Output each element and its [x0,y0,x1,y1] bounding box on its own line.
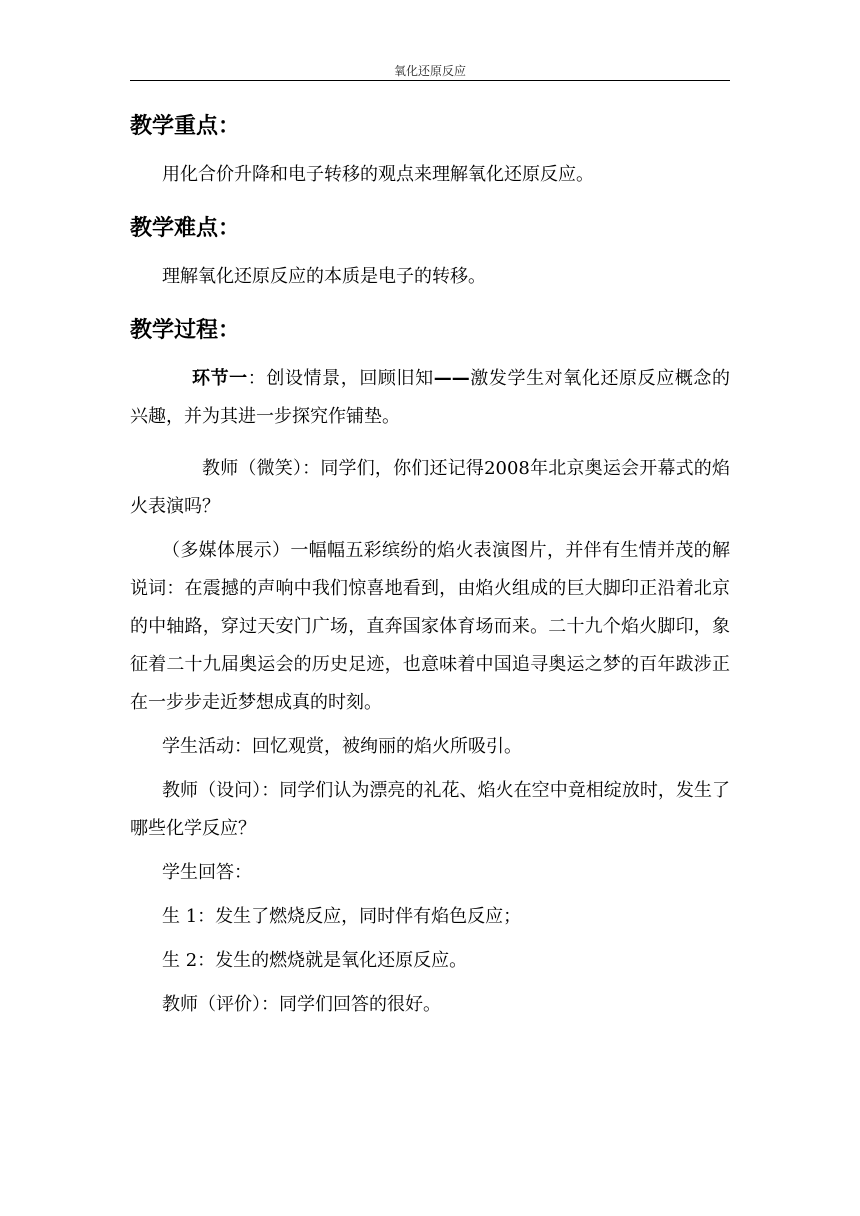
stage-1-dash: —— [433,368,470,389]
heading-key-points: 教学重点： [130,114,241,139]
teacher-smile-paragraph: 教师（微笑）：同学们，你们还记得2008年北京奥运会开幕式的焰火表演吗？ [130,458,730,517]
student-2-answer: 生 2：发生的燃烧就是氧化还原反应。 [162,950,468,971]
key-points-text: 用化合价升降和电子转移的观点来理解氧化还原反应。 [162,164,594,185]
stage-1-title: ：创设情景，回顾旧知 [247,368,434,389]
heading-difficulties: 教学难点： [130,216,241,241]
stage-1-label: 环节一 [192,368,248,389]
student-activity-paragraph: 学生活动：回忆观赏，被绚丽的焰火所吸引。 [162,736,522,757]
stage-1-description: 激发学生对氧化还原反应概念的兴趣，并为其进一步探究作铺垫。 [130,368,731,427]
teacher-evaluation-paragraph: 教师（评价）：同学们回答的很好。 [162,994,441,1015]
heading-process: 教学过程： [130,318,241,343]
stage-1-paragraph [130,360,730,436]
document-body [130,96,730,1024]
multimedia-paragraph: （多媒体展示）一幅幅五彩缤纷的焰火表演图片，并伴有生情并茂的解说词：在震撼的声响中我们惊喜地看到，由焰火组成的巨大脚印正沿着北京的中轴路，穿过天安门广场，直奔国家体育场而来。二十九个焰火脚印，象征着二十九届奥运会的历史足迹，也意味着中国追寻奥运之梦的百年跋涉正在一步步走近梦想成真的时刻。 [130,540,730,713]
difficulties-text: 理解氧化还原反应的本质是电子的转移。 [162,266,486,287]
student-1-answer: 生 1：发生了燃烧反应，同时伴有焰色反应； [162,906,522,927]
page-header-title: 氧化还原反应 [393,64,466,78]
header-divider [130,80,730,81]
student-answer-label: 学生回答： [162,862,252,883]
teacher-question-paragraph: 教师（设问）：同学们认为漂亮的礼花、焰火在空中竟相绽放时，发生了哪些化学反应？ [130,780,730,839]
